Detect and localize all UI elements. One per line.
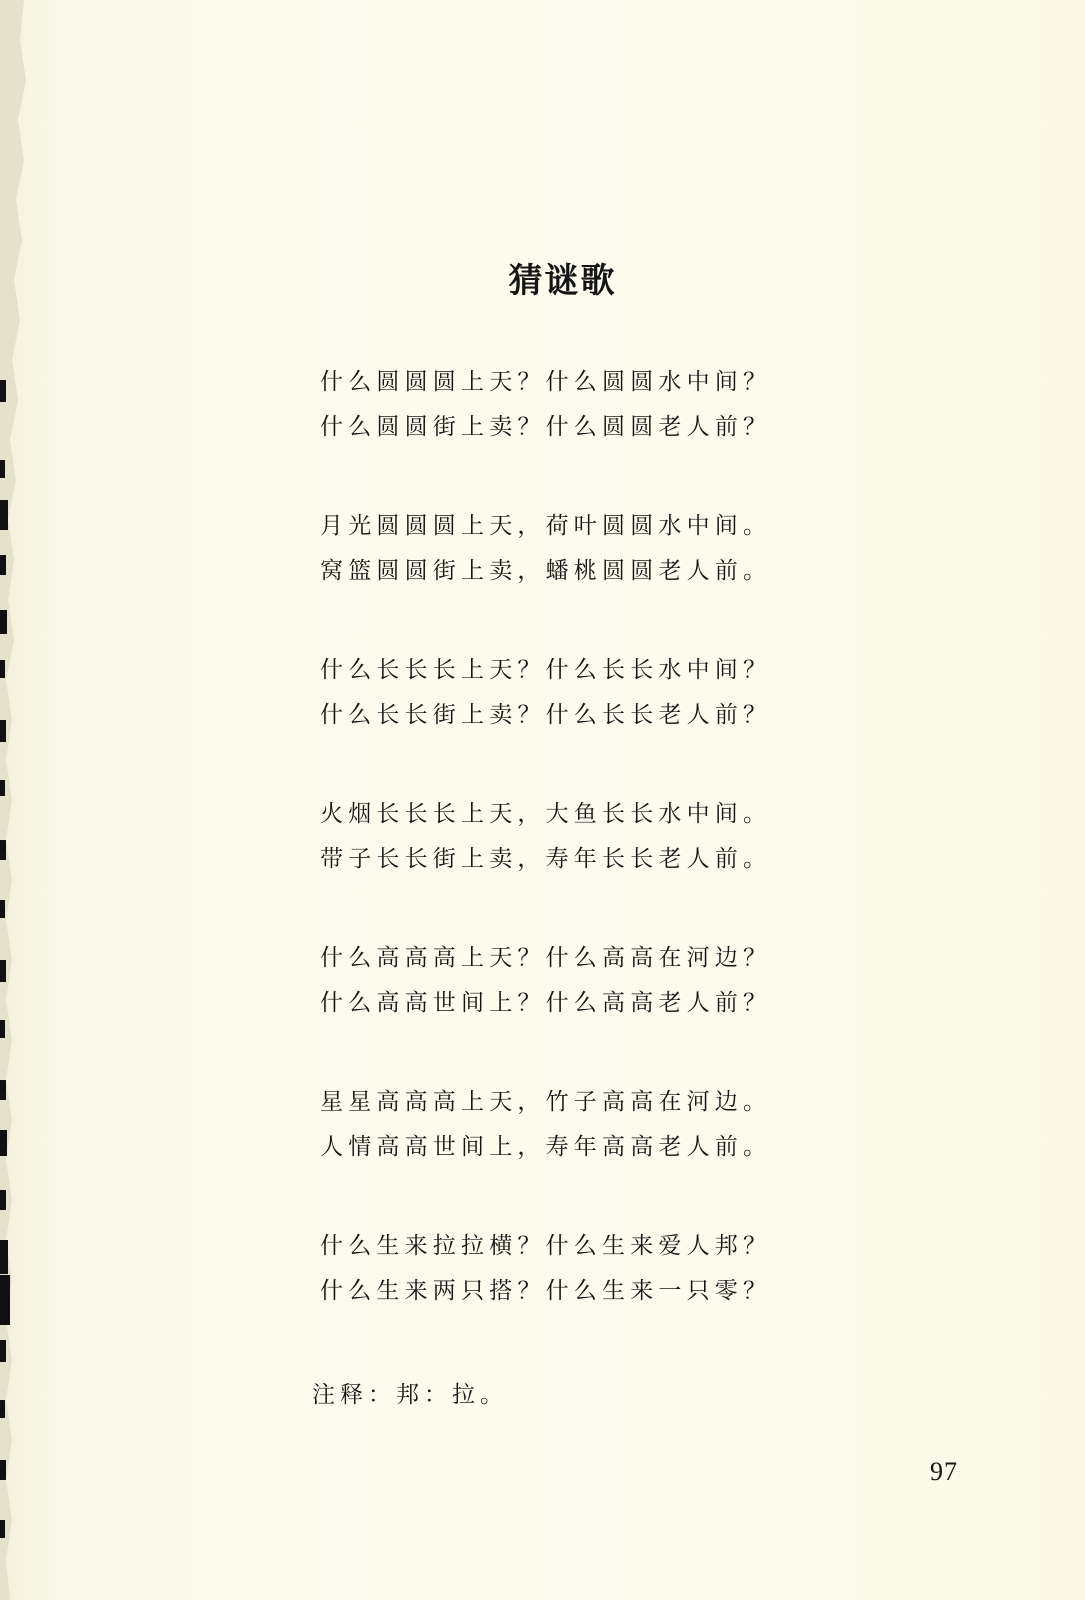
footnote: 注释：邦：拉。 (312, 1382, 508, 1408)
stanza-4 (320, 792, 820, 882)
poem-line: 什么生来两只搭？什么生来一只零？ (320, 1278, 772, 1304)
poem-line: 人情高高世间上，寿年高高老人前。 (320, 1134, 772, 1160)
poem-line: 什么圆圆街上卖？什么圆圆老人前？ (320, 414, 772, 440)
torn-page-edge (0, 0, 40, 1600)
poem-line: 火烟长长长上天，大鱼长长水中间。 (320, 801, 772, 827)
poem-line: 什么圆圆圆上天？什么圆圆水中间？ (320, 369, 772, 395)
stanza-6 (320, 1080, 820, 1170)
poem-line: 什么长长长上天？什么长长水中间？ (320, 657, 772, 683)
poem-line: 星星高高高上天，竹子高高在河边。 (320, 1089, 772, 1115)
stanza-2 (320, 504, 820, 594)
stanza-7 (320, 1224, 820, 1314)
poem-line: 什么高高高上天？什么高高在河边？ (320, 945, 772, 971)
poem-line: 什么高高世间上？什么高高老人前？ (320, 990, 772, 1016)
poem-body (320, 360, 820, 1368)
stanza-5 (320, 936, 820, 1026)
poem-line: 窝篮圆圆街上卖，蟠桃圆圆老人前。 (320, 558, 772, 584)
poem-line: 月光圆圆圆上天，荷叶圆圆水中间。 (320, 513, 772, 539)
poem-line: 带子长长街上卖，寿年长长老人前。 (320, 846, 772, 872)
poem-line: 什么生来拉拉横？什么生来爱人邦？ (320, 1233, 772, 1259)
page-number: 97 (930, 1457, 958, 1486)
stanza-3 (320, 648, 820, 738)
poem-title: 猜谜歌 (508, 261, 617, 301)
poem-line: 什么长长街上卖？什么长长老人前？ (320, 702, 772, 728)
stanza-1 (320, 360, 820, 450)
